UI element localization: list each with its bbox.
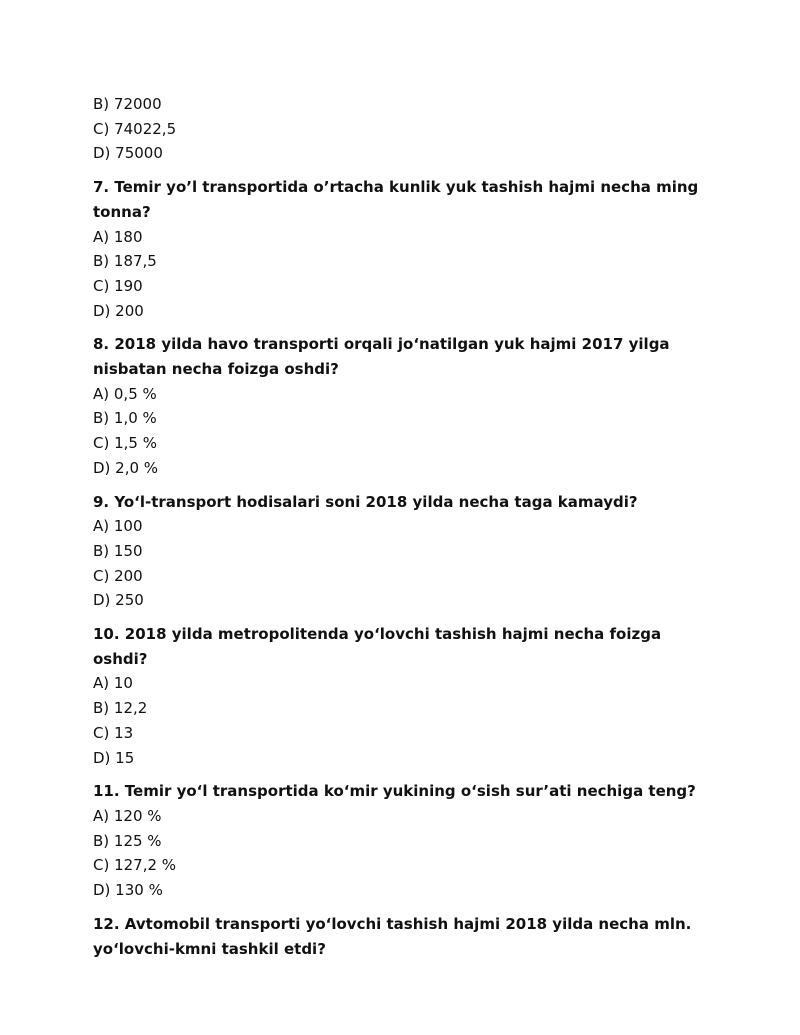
question-text: 7. Temir yo’l transportida o’rtacha kunlik yuk tashish hajmi necha ming tonna? xyxy=(93,178,699,221)
option-d: D) 15 xyxy=(93,748,135,767)
question-text: 12. Avtomobil transporti yo‘lovchi tashish hajmi 2018 yilda necha mln. yo‘lovchi-kmni tashkil etdi? xyxy=(93,914,692,958)
option-d: D) 130 % xyxy=(93,881,163,900)
question-12 xyxy=(93,912,740,961)
option-a: A) 10 xyxy=(93,674,133,693)
option-b: B) 1,0 % xyxy=(93,409,157,428)
question-text: 9. Yo‘l-transport hodisalari soni 2018 yilda necha taga kamaydi? xyxy=(93,492,638,511)
question-10 xyxy=(93,622,740,770)
question-11 xyxy=(93,779,740,903)
option-c: C) 1,5 % xyxy=(93,434,157,453)
question-text: 10. 2018 yilda metropolitenda yo‘lovchi tashish hajmi necha foizga oshdi? xyxy=(93,625,662,668)
option-c: C) 74022,5 xyxy=(93,119,177,138)
option-a: A) 0,5 % xyxy=(93,384,157,403)
option-c: C) 190 xyxy=(93,276,143,295)
option-a: A) 120 % xyxy=(93,806,162,825)
option-c: C) 200 xyxy=(93,566,143,585)
option-b: B) 72000 xyxy=(93,95,162,113)
option-d: D) 200 xyxy=(93,301,144,320)
carryover-options xyxy=(93,92,740,166)
question-7 xyxy=(93,175,740,323)
option-b: B) 150 xyxy=(93,541,143,560)
option-d: D) 2,0 % xyxy=(93,458,159,477)
option-b: B) 12,2 xyxy=(93,699,148,718)
option-b: B) 187,5 xyxy=(93,252,157,271)
option-a: A) 100 xyxy=(93,517,143,536)
option-a: A) 180 xyxy=(93,227,143,246)
question-9 xyxy=(93,490,740,614)
option-b: B) 125 % xyxy=(93,831,162,850)
option-c: C) 13 xyxy=(93,723,134,742)
option-c: C) 127,2 % xyxy=(93,856,177,875)
option-d: D) 75000 xyxy=(93,144,163,163)
question-text: 11. Temir yo‘l transportida ko‘mir yukining o‘sish sur’ati nechiga teng? xyxy=(93,782,696,801)
question-text: 8. 2018 yilda havo transporti orqali jo‘natilgan yuk hajmi 2017 yilga nisbatan necha foizga oshdi? xyxy=(93,335,670,379)
question-8 xyxy=(93,332,740,480)
option-d: D) 250 xyxy=(93,591,144,610)
